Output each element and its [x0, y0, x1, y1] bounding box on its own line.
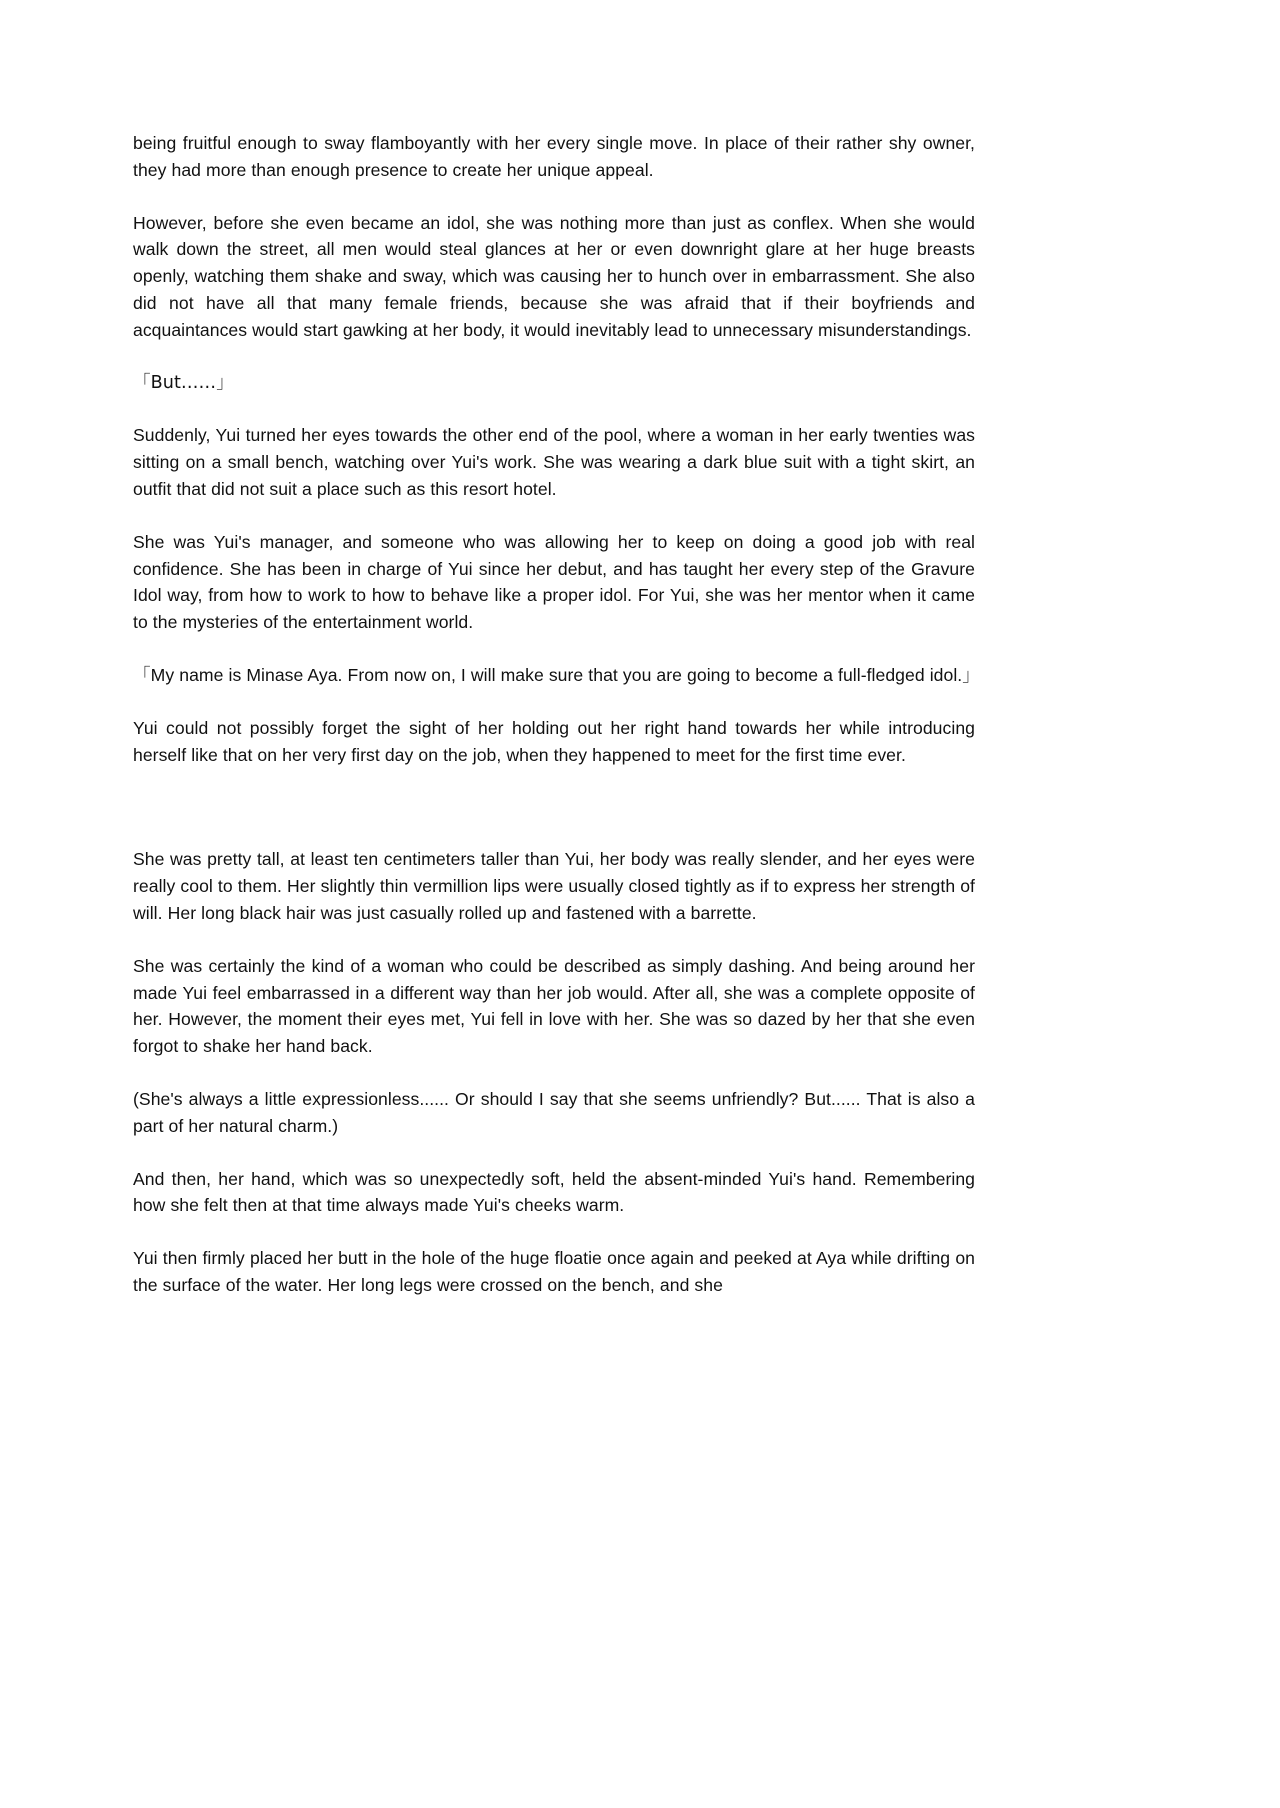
paragraph-10-inner-monologue: (She's always a little expressionless...... Or should I say that she seems unfriendly? But...... That is also a part of her natural charm.) [133, 1088, 975, 1136]
dialogue-line-minase-aya: 「My name is Minase Aya. From now on, I will make sure that you are going to become a full-fledged idol.」 [133, 664, 980, 685]
document-text-column [133, 130, 980, 1299]
paragraph-7: Yui could not possibly forget the sight of her holding out her right hand towards her while introducing herself like that on her very first day on the job, when they happened to meet for the first time ever. [133, 717, 975, 765]
paragraph-8: She was pretty tall, at least ten centimeters taller than Yui, her body was really slender, and her eyes were really cool to them. Her slightly thin vermillion lips were usually closed tightly as if to express her strength of will. Her long black hair was just casually rolled up and fastened with a barrette. [133, 849, 975, 923]
paragraph-2: However, before she even became an idol, she was nothing more than just as conflex. When she would walk down the street, all men would steal glances at her or even downright glare at her huge breasts openly, watching them shake and sway, which was causing her to hunch over in embarrassment. She also did not have all that many female friends, because she was afraid that if their boyfriends and acquaintances would start gawking at her body, it would inevitably lead to unnecessary misunderstandings. [133, 212, 975, 340]
dialogue-line-but: 「But……」 [133, 372, 234, 393]
paragraph-4: Suddenly, Yui turned her eyes towards the other end of the pool, where a woman in her early twenties was sitting on a small bench, watching over Yui's work. She was wearing a dark blue suit with a tight skirt, an outfit that did not suit a place such as this resort hotel. [133, 425, 975, 499]
paragraph-1: being fruitful enough to sway flamboyantly with her every single move. In place of their rather shy owner, they had more than enough presence to create her unique appeal. [133, 133, 975, 180]
paragraph-11: And then, her hand, which was so unexpectedly soft, held the absent-minded Yui's hand. Remembering how she felt then at that time always made Yui's cheeks warm. [133, 1168, 975, 1216]
paragraph-12: Yui then firmly placed her butt in the hole of the huge floatie once again and peeked at Aya while drifting on the surface of the water. Her long legs were crossed on the bench, and she [133, 1248, 975, 1295]
paragraph-5: She was Yui's manager, and someone who was allowing her to keep on doing a good job with real confidence. She has been in charge of Yui since her debut, and has taught her every step of the Gravure Idol way, from how to work to how to behave like a proper idol. For Yui, she was her mentor when it came to the mysteries of the entertainment world. [133, 531, 975, 633]
paragraph-9: She was certainly the kind of a woman who could be described as simply dashing. And being around her made Yui feel embarrassed in a different way than her job would. After all, she was a complete opposite of her. However, the moment their eyes met, Yui fell in love with her. She was so dazed by her that she even forgot to shake her hand back. [133, 955, 975, 1057]
